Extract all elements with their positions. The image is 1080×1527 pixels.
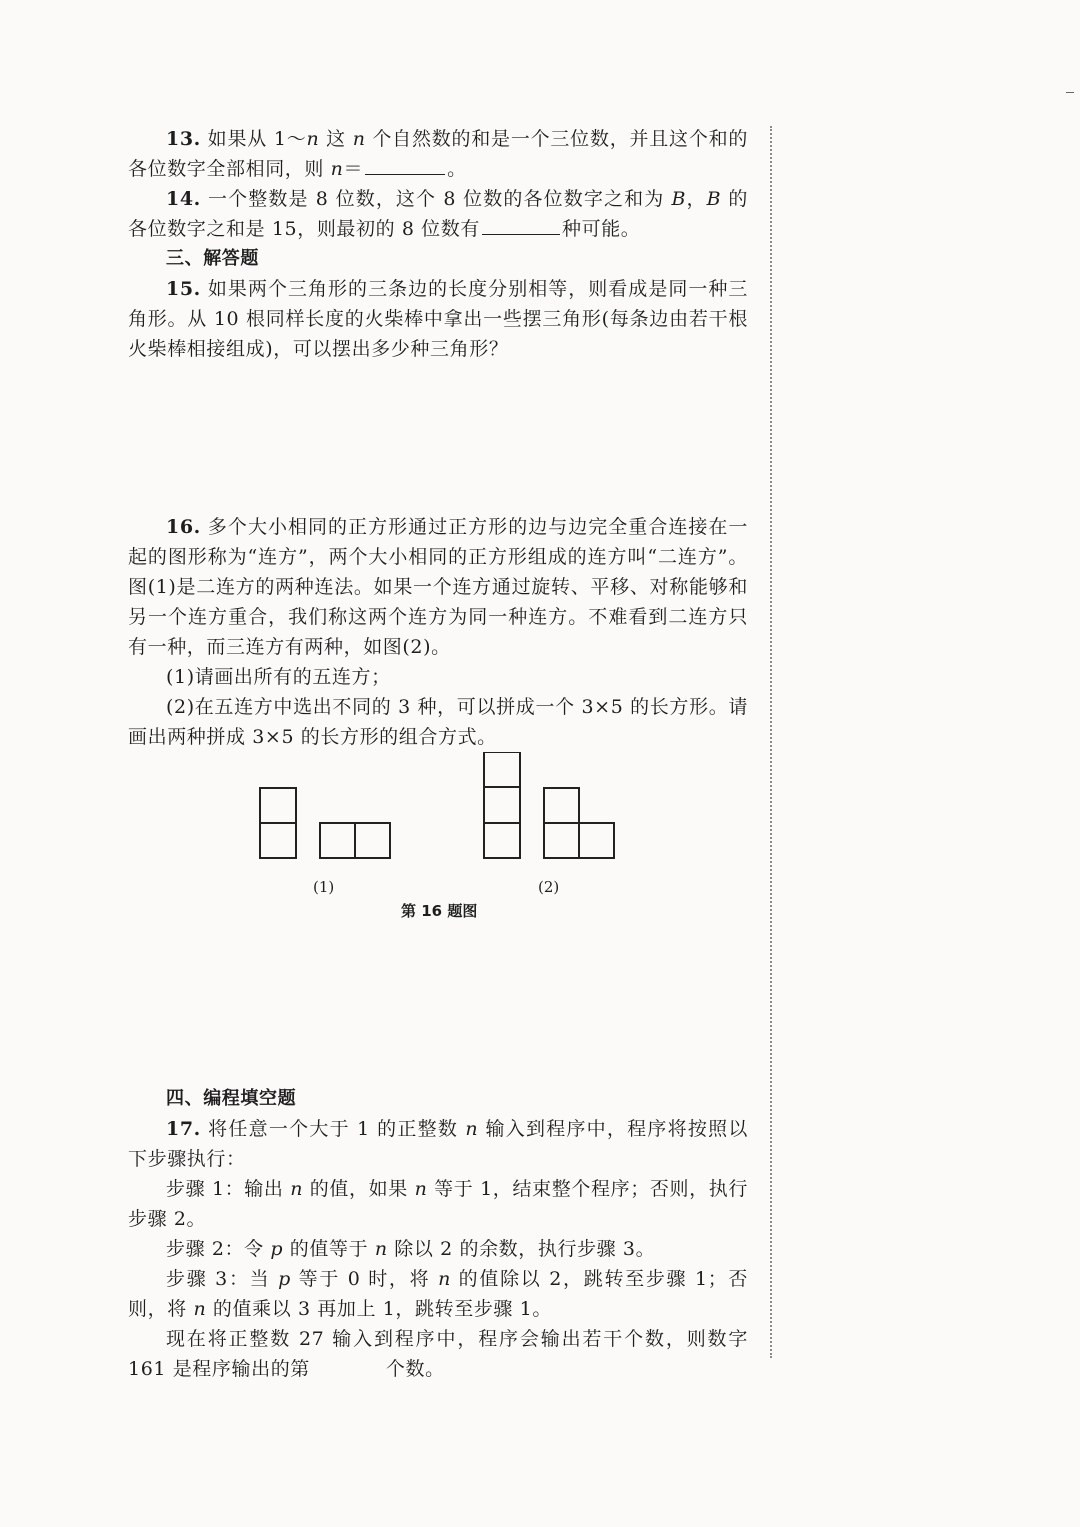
q14-var-b-2: B [706, 188, 722, 210]
q17-step3-var-p: p [278, 1268, 291, 1290]
question-16-number: 16. [166, 516, 201, 538]
q17-step1-var-n-2: n [414, 1178, 428, 1200]
q17-intro-var-n: n [465, 1118, 479, 1140]
q17-final-a: 现在将正整数 27 输入到程序中，程序会输出若干个数，则数字 161 是程序输出的第 [128, 1328, 748, 1380]
q17-intro-a: 将任意一个大于 1 的正整数 [200, 1118, 466, 1140]
q13-text-c: 个自然数的和是一个三位数，并且这个和的各位数字全部相同，则 [128, 128, 748, 180]
question-15-number: 15. [166, 278, 201, 300]
q17-step1-c: 等于 1，结束整个程序；否则，执行步骤 2。 [128, 1178, 749, 1230]
figure-caption: 第 16 题图 [401, 902, 478, 920]
q17-step2-var-n: n [374, 1238, 388, 1260]
q13-text-d: ＝ [343, 158, 364, 180]
q13-text-b: 这 [319, 128, 353, 150]
q17-step3-c: 的值除以 2，跳转至步骤 1；否则，将 [128, 1268, 748, 1320]
q16-subquestion-1: (1)请画出所有的五连方； [166, 666, 391, 688]
q17-step3-d: 的值乘以 3 再加上 1，跳转至步骤 1。 [206, 1298, 552, 1320]
q17-step1-b: 的值，如果 [303, 1178, 415, 1200]
q17-step2-c: 除以 2 的余数，执行步骤 3。 [387, 1238, 656, 1260]
domino-vertical-square-bottom [260, 823, 296, 858]
figure-label-1: (1) [313, 878, 335, 896]
figure-label-2: (2) [538, 878, 560, 896]
q17-step3-a: 步骤 3：当 [166, 1268, 279, 1290]
question-17 [128, 1114, 748, 1174]
q13-var-n: n [306, 128, 320, 150]
q17-final [128, 1324, 748, 1384]
q14-answer-blank[interactable] [482, 214, 560, 235]
q17-step3-var-n-2: n [193, 1298, 207, 1320]
q17-step3-b: 等于 0 时，将 [290, 1268, 439, 1290]
exam-content [128, 124, 748, 1384]
q17-step2-var-p: p [270, 1238, 284, 1260]
question-14-number: 14. [166, 188, 201, 210]
domino-horizontal-square-right [355, 823, 390, 858]
domino-horizontal-square-left [320, 823, 355, 858]
q16-subquestion-2: (2)在五连方中选出不同的 3 种，可以拼成一个 3×5 的长方形。请画出两种拼成 3×5 的长方形的组合方式。 [128, 696, 748, 748]
q13-answer-blank[interactable] [365, 154, 445, 175]
q14-text-a: 一个整数是 8 位数，这个 8 位数的各位数字之和为 [200, 188, 672, 210]
question-17-number: 17. [166, 1118, 201, 1140]
q17-step-1 [128, 1174, 748, 1234]
q17-intro-b: 输入到程序中，程序将按照以下步骤执行： [128, 1118, 748, 1170]
tromino-l-square-top [544, 788, 579, 823]
q17-step-2 [128, 1234, 748, 1264]
question-13 [128, 124, 748, 184]
tromino-straight-square-2 [484, 787, 520, 823]
q17-step2-b: 的值等于 [283, 1238, 375, 1260]
binding-dotted-line [770, 126, 772, 1358]
q14-text-d: 种可能。 [562, 218, 641, 240]
q16-text: 多个大小相同的正方形通过正方形的边与边完全重合连接在一起的图形称为“连方”，两个大小相同的正方形组成的连方叫“二连方”。图(1)是二连方的两种连法。如果一个连方通过旋转、平移、对称能够和另一个连方重合，我们称这两个连方为同一种连方。不难看到二连方只有一种，而三连方有两种，如图(2)。 [128, 516, 748, 658]
domino-vertical-square-top [260, 788, 296, 823]
tromino-l-square-bottom-left [544, 823, 579, 858]
q17-final-b: 个数。 [385, 1358, 445, 1380]
q13-text-e: 。 [447, 158, 467, 180]
q17-step1-a: 步骤 1：输出 [166, 1178, 291, 1200]
tromino-l-square-bottom-right [579, 823, 614, 858]
section-heading-4: 四、编程填空题 [166, 1088, 297, 1109]
q14-text-b: ， [686, 188, 707, 210]
q13-text-a: 如果从 1～ [200, 128, 307, 150]
tromino-straight-square-1 [484, 752, 520, 787]
question-16 [128, 512, 748, 662]
q13-var-n-2: n [352, 128, 366, 150]
tromino-straight-square-3 [484, 823, 520, 858]
q15-text: 如果两个三角形的三条边的长度分别相等，则看成是同一种三角形。从 10 根同样长度的火柴棒中拿出一些摆三角形(每条边由若干根火柴棒相接组成)，可以摆出多少种三角形？ [128, 278, 748, 360]
q17-answer-blank[interactable] [312, 1355, 384, 1375]
q16-answer-space [128, 942, 748, 1084]
corner-mark [1066, 92, 1074, 93]
q17-step1-var-n: n [290, 1178, 304, 1200]
q16-figure [128, 752, 748, 942]
q17-step3-var-n: n [438, 1268, 451, 1290]
q15-answer-space [128, 364, 748, 512]
q14-text-c: 的各位数字之和是 15，则最初的 8 位数有 [128, 188, 748, 240]
q13-var-n-3: n [330, 158, 344, 180]
question-15 [128, 274, 748, 364]
q17-step2-a: 步骤 2：令 [166, 1238, 271, 1260]
question-13-number: 13. [166, 128, 201, 150]
q17-step-3 [128, 1264, 748, 1324]
section-heading-3: 三、解答题 [166, 248, 259, 269]
q14-var-b: B [671, 188, 687, 210]
question-14 [128, 184, 748, 244]
